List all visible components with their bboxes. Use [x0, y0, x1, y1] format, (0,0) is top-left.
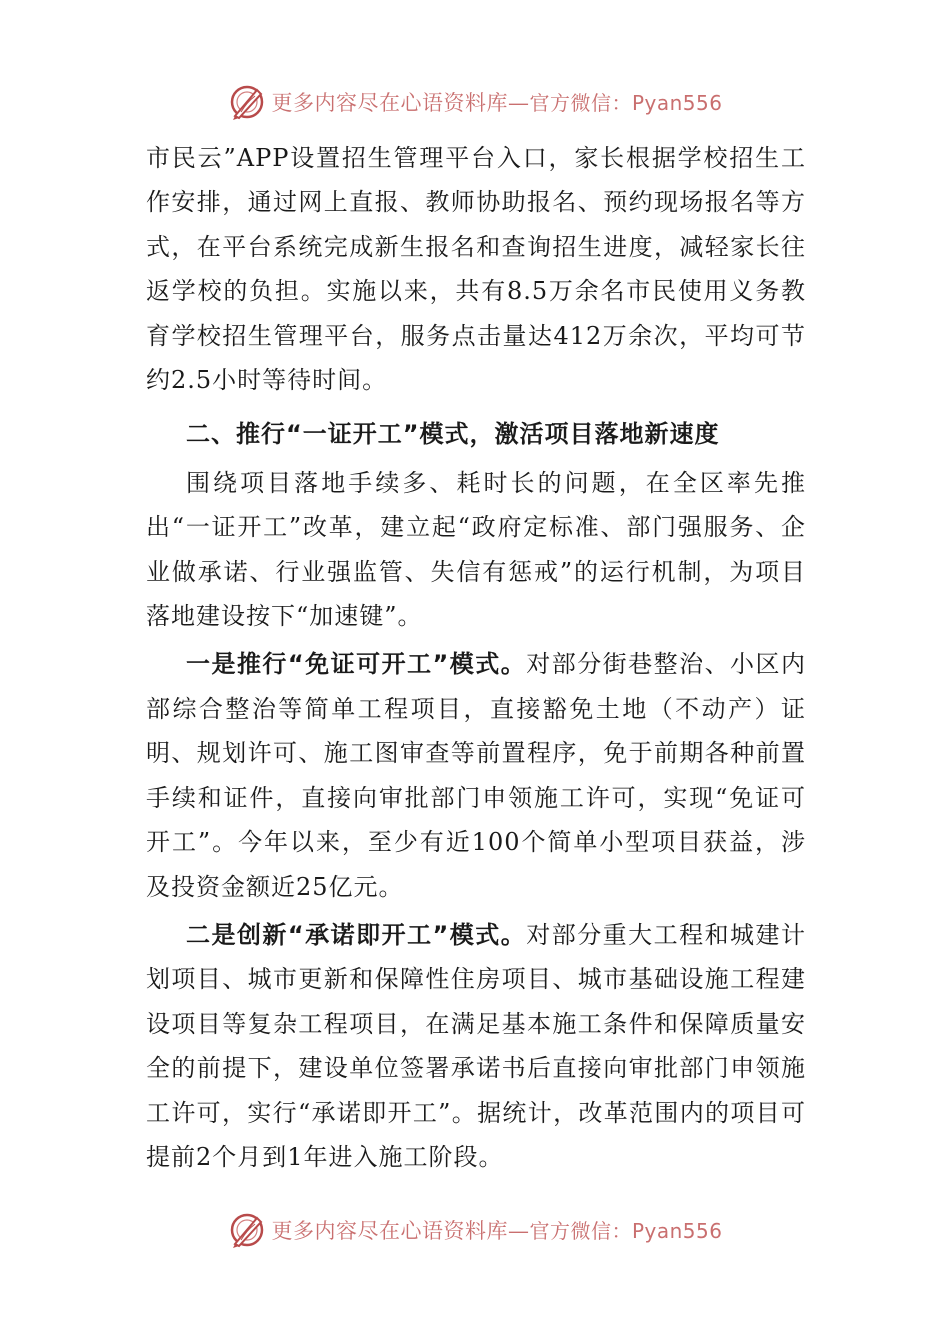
paragraph-commitment-start — [146, 913, 806, 1179]
paragraph-one-permit-reform: 围绕项目落地手续多、耗时长的问题，在全区率先推出“一证开工”改革，建立起“政府定标准、部门强服务、企业做承诺、行业强监管、失信有惩戒”的运行机制，为项目落地建设按下“加速键”。 — [146, 468, 806, 631]
paragraph-lead-permit-free: 一是推行“免证可开工”模式。 — [186, 650, 527, 679]
watermark-separator: — — [507, 91, 530, 115]
paragraph-body-commitment: 对部分重大工程和城建计划项目、城市更新和保障性住房项目、城市基础设施工程建设项目等复杂工程项目，在满足基本施工条件和保障质量安全的前提下，建设单位签署承诺书后直接向审批部门申领施工许可，实行“承诺即开工”。据统计，改革范围内的项目可提前2个月到1年进入施工阶段。 — [146, 920, 807, 1171]
watermark-text — [271, 87, 722, 117]
watermark-main-text: 更多内容尽在心语资料库 — [271, 91, 508, 115]
section-heading-two: 二、推行“一证开工”模式，激活项目落地新速度 — [186, 420, 720, 449]
paragraph-lead-commitment: 二是创新“承诺即开工”模式。 — [186, 920, 527, 949]
pen-seal-logo-icon — [227, 82, 267, 122]
watermark-main-text: 更多内容尽在心语资料库 — [271, 1219, 508, 1243]
footer-watermark-banner — [0, 1208, 950, 1252]
watermark-separator: — — [507, 1219, 530, 1243]
watermark-wechat-text: 官方微信：Pyan556 — [529, 91, 723, 115]
paragraph-permit-free-start — [146, 642, 806, 908]
document-body — [146, 136, 806, 1179]
watermark-wechat-text: 官方微信：Pyan556 — [529, 1219, 723, 1243]
paragraph-body-permit-free: 对部分街巷整治、小区内部综合整治等简单工程项目，直接豁免土地（不动产）证明、规划许可、施工图审查等前置程序，免于前期各种前置手续和证件，直接向审批部门申领施工许可，实现“免证可开工”。今年以来，至少有近100个简单小型项目获益，涉及投资金额近25亿元。 — [146, 650, 807, 901]
watermark-text — [271, 1215, 722, 1245]
paragraph-app-enrollment: 市民云”APP设置招生管理平台入口，家长根据学校招生工作安排，通过网上直报、教师协助报名、预约现场报名等方式，在平台系统完成新生报名和查询招生进度，减轻家长往返学校的负担。实施以来，共有8.5万余名市民使用义务教育学校招生管理平台，服务点击量达412万余次，平均可节约2.5小时等待时间。 — [146, 144, 806, 395]
header-watermark-banner — [0, 80, 950, 124]
pen-seal-logo-icon — [227, 1210, 267, 1250]
